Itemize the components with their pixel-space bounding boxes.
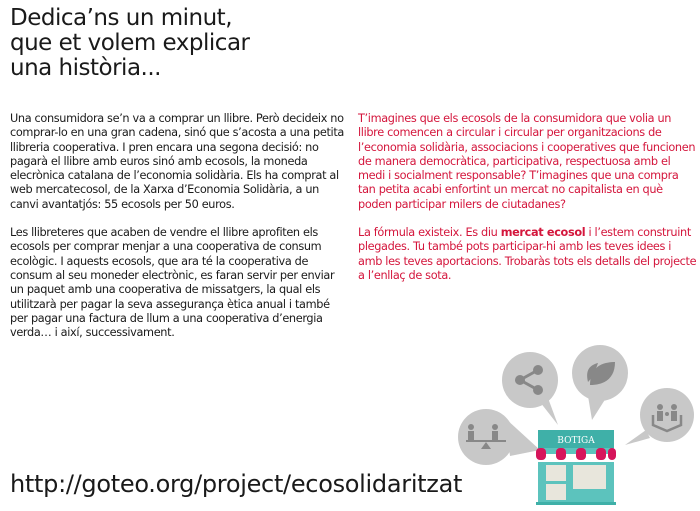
project-link[interactable]: http://goteo.org/project/ecosolidaritzat <box>10 470 463 498</box>
page-title: Dedica’ns un minut, que et volem explicar una història... <box>10 5 250 81</box>
shop-illustration <box>450 330 700 511</box>
story-column <box>10 112 350 354</box>
svg-text:BOTIGA: BOTIGA <box>557 436 595 446</box>
story-paragraph: Les llibreteres que acaben de vendre el llibre aprofiten els ecosols per comprar menjar a una cooperativa de consum ecològic. I aquests ecosols, que ara té la cooperativa de consum al seu moneder electrònic, es faran servir per enviar un paquet amb una cooperativa de missatgers, la qual els utilitzarà per pagar la seva assegurança ètica anual i també per pagar una factura de llum a una cooperativa d’energia verda… i així, successivament. <box>10 226 335 340</box>
mercat-ecosol-name: mercat ecosol <box>500 226 586 240</box>
share-bubble-icon <box>502 352 558 425</box>
shop-icon <box>534 430 618 505</box>
highlight-paragraph: La fórmula existeix. Es diu mercat ecosol i l’estem construint plegades. Tu també pots participar-hi amb les teves idees i amb les teves aportacions. Trobaràs tots els detalls del projecte a l’enllaç de sota. <box>358 226 697 282</box>
highlight-paragraph: T’imagines que els ecosols de la consumidora que volia un llibre comencen a circular i circular per organitzacions de l’economia solidària, associacions i cooperatives que funcionen de manera democràtica, participativa, respectuosa amb el medi i socialment responsable? T’imagines que una compra tan petita acabi enfortint un mercat no capitalista en què poden participar milers de ciutadanes? <box>358 112 696 211</box>
highlight-column <box>358 112 698 297</box>
story-paragraph: Una consumidora se’n va a comprar un llibre. Però decideix no comprar-lo en una gran cadena, sinó que s’acosta a una petita llibreria cooperativa. I pren encara una segona decisió: no pagarà el llibre amb euros sinó amb ecosols, la moneda elecrònica catalana de l’economia solidària. Els ha comprat al web mercatecosol, de la Xarxa d’Economia Solidària, a un canvi avantatjós: 55 ecosols per 50 euros. <box>10 112 344 211</box>
